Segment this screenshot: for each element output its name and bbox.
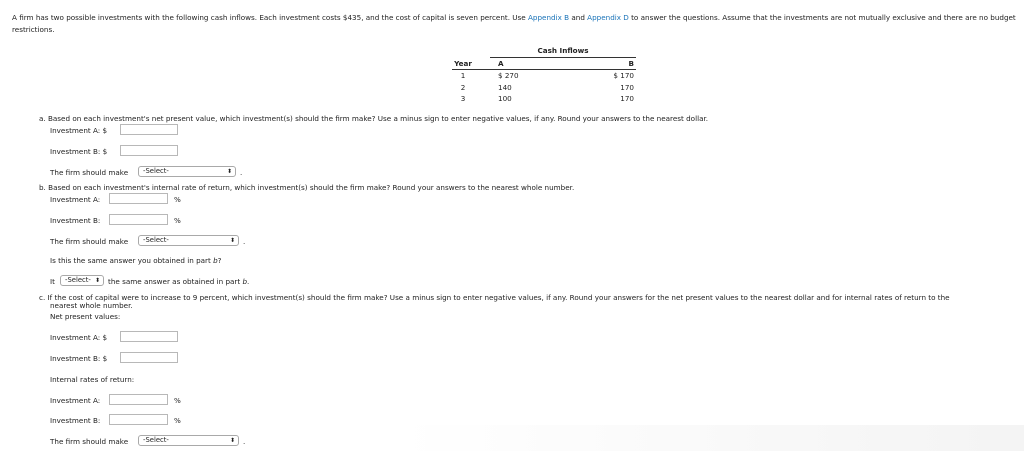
part-c-irr-a-input[interactable] [109,394,168,405]
part-b-question: b. Based on each investment's internal rate of return, which investment(s) should the firm make? Round your answers to the nearest whole number. [39,183,575,192]
percent-sign: % [174,416,181,425]
col-a-header: A [490,57,534,70]
period: . [243,437,246,446]
same-answer-part: b [242,277,248,286]
part-b-inv-a-label: Investment A: [50,195,101,204]
part-c-question-line1: c. If the cost of capital were to increase to 9 percent, which investment(s) should the firm make? Use a minus sign to enter negative values, if any. Round your answers for the net present values to the nearest dollar and for internal rates of return to the [39,293,950,302]
irr-section-label: Internal rates of return: [50,375,135,384]
same-answer-suffix: . [247,277,250,286]
cash-inflows-table [452,45,636,105]
table-row [452,70,636,82]
percent-sign: % [174,396,181,405]
part-b-inv-b-label: Investment B: [50,216,101,225]
percent-sign: % [174,216,181,225]
part-b-irr-a-input[interactable] [109,193,168,204]
year-cell: 2 [460,82,466,92]
select-value: -Select- [143,436,169,444]
year-cell: 1 [460,71,466,81]
cash-b-cell: $ 170 [613,71,634,81]
part-a-npv-b-input[interactable] [120,145,178,156]
part-c-npv-a-input[interactable] [120,331,178,342]
year-cell: 3 [460,94,466,104]
part-c-question-line2: nearest whole number. [50,301,133,310]
part-c-inv-b-label: Investment B: $ [50,354,108,363]
updown-arrow-icon: ⬍ [94,277,100,284]
cash-b-cell: 170 [620,82,634,92]
intro-text-1: A firm has two possible investments with the following cash inflows. Each investment costs $435, and the cost of capital is seven percent. Use [12,13,529,22]
npv-section-label: Net present values: [50,312,121,321]
part-a-question: a. Based on each investment's net present value, which investment(s) should the firm make? Use a minus sign to enter negative values, if any. Round your answers to the nearest dollar. [39,114,709,123]
part-c-irr-b-input[interactable] [109,414,168,425]
part-a-npv-a-input[interactable] [120,124,178,135]
percent-sign: % [174,195,181,204]
intro-and: and [569,13,588,22]
same-question-part: b [213,256,218,265]
period: . [243,237,246,246]
part-b-decision-select[interactable] [138,235,239,246]
part-c-decision-select[interactable] [138,435,239,446]
cash-inflows-title: Cash Inflows [490,45,636,57]
updown-arrow-icon: ⬍ [229,437,235,444]
intro-text-2: to answer the questions. Assume that the investments are not mutually exclusive and there are no budget restrictions. [12,13,1016,34]
same-answer-prefix: the same answer as obtained in part [108,277,243,286]
it-label: It [50,277,55,286]
select-value: -Select- [65,276,91,284]
part-b-same-select[interactable] [60,275,104,286]
table-row [452,82,636,94]
part-b-should-label: The firm should make [50,237,129,246]
part-c-irr-b-label: Investment B: [50,416,101,425]
part-a-decision-select[interactable] [138,166,236,177]
part-c-should-label: The firm should make [50,437,129,446]
same-answer-text [108,277,249,286]
period: . [240,168,243,177]
part-b-irr-b-input[interactable] [109,214,168,225]
part-b-same-question [50,256,221,265]
part-a-inv-a-label: Investment A: $ [50,126,108,135]
part-c-npv-b-input[interactable] [120,352,178,363]
select-value: -Select- [143,167,169,175]
updown-arrow-icon: ⬍ [229,237,235,244]
problem-intro [12,12,1017,36]
part-a-inv-b-label: Investment B: $ [50,147,108,156]
cash-a-cell: 140 [498,82,512,92]
table-row [452,93,636,105]
part-c-irr-a-label: Investment A: [50,396,101,405]
cash-a-cell: $ 270 [498,71,519,81]
bottom-shadow [400,425,1024,451]
cash-b-cell: 170 [620,94,634,104]
cash-a-cell: 100 [498,94,512,104]
updown-arrow-icon: ⬍ [226,168,232,175]
year-header: Year [452,57,474,70]
same-question-prefix: Is this the same answer you obtained in part [50,256,214,265]
part-a-should-label: The firm should make [50,168,129,177]
select-value: -Select- [143,236,169,244]
same-question-suffix: ? [217,256,222,265]
col-b-header: B [534,57,636,70]
appendix-b-link[interactable]: Appendix B [528,13,570,22]
part-c-inv-a-label: Investment A: $ [50,333,108,342]
appendix-d-link[interactable]: Appendix D [587,13,629,22]
